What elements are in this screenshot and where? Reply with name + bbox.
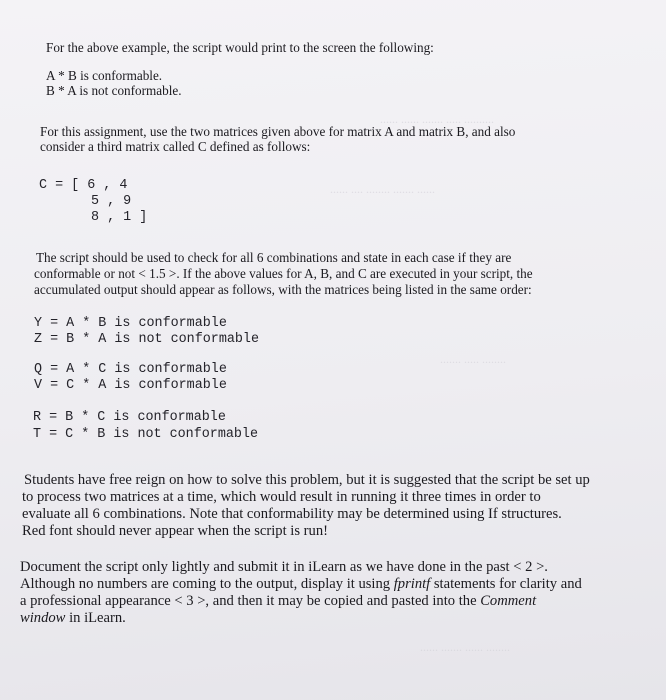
- intro-output-2: B * A is not conformable.: [46, 83, 182, 98]
- bleed-through-text: .......... ..... ....... ...... ......: [380, 112, 494, 126]
- matrix-c-row-2: 5 , 9: [91, 194, 132, 209]
- output-line: T = C * B is not conformable: [33, 427, 258, 442]
- bleed-through-text: ...... ....... ........ .... ......: [330, 182, 435, 196]
- intro-line: For the above example, the script would print to the screen the following:: [46, 40, 434, 55]
- students-line-1: Students have free reign on how to solve this problem, but it is suggested that the script be set up: [24, 472, 590, 488]
- students-line-4: Red font should never appear when the script is run!: [22, 523, 328, 539]
- bleed-through-text: ........ ..... .......: [440, 352, 506, 366]
- intro-output-1: A * B is conformable.: [46, 68, 163, 83]
- output-line: Y = A * B is conformable: [34, 316, 227, 331]
- output-line: Z = B * A is not conformable: [34, 332, 259, 347]
- assignment-line-2: consider a third matrix called C defined as follows:: [40, 139, 311, 154]
- document-line-2: Although no numbers are coming to the output, display it using fprintf statements for clarity and: [20, 576, 582, 592]
- check-line-2: conformable or not < 1.5 >. If the above values for A, B, and C are executed in your script, the: [34, 266, 533, 281]
- students-line-2: to process two matrices at a time, which would result in running it three times in order to: [22, 489, 541, 505]
- document-line-1: Document the script only lightly and submit it in iLearn as we have done in the past < 2 >.: [20, 559, 548, 575]
- check-line-3: accumulated output should appear as follows, with the matrices being listed in the same order:: [34, 282, 532, 297]
- output-line: R = B * C is conformable: [33, 410, 226, 425]
- assignment-line-1: For this assignment, use the two matrices given above for matrix A and matrix B, and also: [40, 124, 516, 139]
- check-line-1: The script should be used to check for all 6 combinations and state in each case if they are: [36, 250, 512, 265]
- matrix-c-row-3: 8 , 1 ]: [91, 210, 148, 225]
- output-line: V = C * A is conformable: [34, 378, 227, 393]
- document-line-3: a professional appearance < 3 >, and then it may be copied and pasted into the Comment: [20, 593, 537, 609]
- matrix-c-row-1: C = [ 6 , 4: [39, 178, 128, 193]
- bleed-through-text: ........ ...... ....... ......: [420, 640, 510, 654]
- output-line: Q = A * C is conformable: [34, 362, 227, 377]
- students-line-3: evaluate all 6 combinations. Note that conformability may be determined using If structures.: [22, 506, 562, 522]
- document-line-4: window in iLearn.: [20, 610, 126, 626]
